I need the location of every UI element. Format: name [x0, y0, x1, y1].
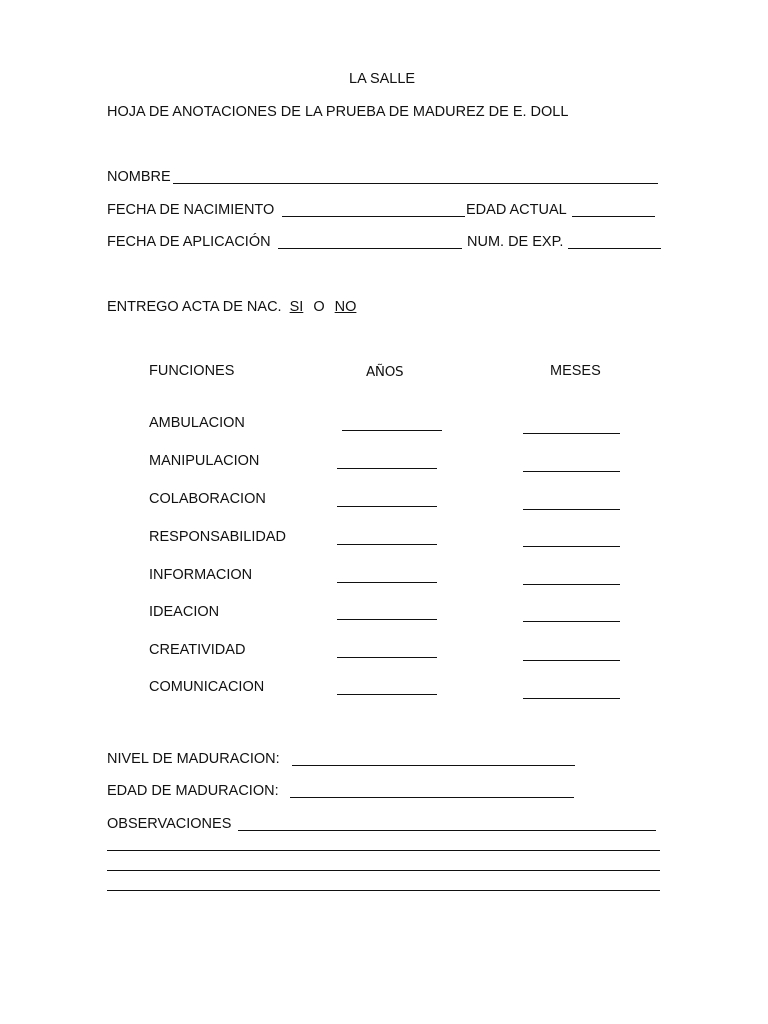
anos-field[interactable] — [337, 694, 437, 695]
meses-field[interactable] — [523, 660, 620, 661]
anos-field[interactable] — [337, 506, 437, 507]
observaciones-line[interactable] — [107, 890, 660, 891]
funcion-row-label: COLABORACION — [149, 491, 266, 507]
edad-actual-field[interactable] — [572, 216, 655, 217]
meses-field[interactable] — [523, 698, 620, 699]
anos-field[interactable] — [337, 544, 437, 545]
observaciones-line[interactable] — [107, 850, 660, 851]
anos-field[interactable] — [337, 619, 437, 620]
observaciones-label: OBSERVACIONES — [107, 816, 232, 832]
nivel-maduracion-label: NIVEL DE MADURACION: — [107, 751, 280, 767]
meses-field[interactable] — [523, 584, 620, 585]
funcion-row-label: INFORMACION — [149, 567, 253, 583]
anos-field[interactable] — [337, 468, 437, 469]
funcion-row-label: IDEACION — [149, 604, 220, 620]
edad-maduracion-label: EDAD DE MADURACION: — [107, 783, 279, 799]
meses-field[interactable] — [523, 546, 620, 547]
funcion-row-label: AMBULACION — [149, 415, 245, 431]
funcion-row-label: CREATIVIDAD — [149, 642, 246, 658]
nombre-label: NOMBRE — [107, 169, 171, 185]
fecha-aplicacion-label: FECHA DE APLICACIÓN — [107, 234, 271, 250]
acta-no-option[interactable]: NO — [334, 299, 357, 315]
meses-field[interactable] — [523, 621, 620, 622]
header-meses: MESES — [550, 363, 601, 379]
nombre-field[interactable] — [173, 183, 658, 184]
funcion-row-label: COMUNICACION — [149, 679, 265, 695]
acta-o-text: O — [313, 299, 325, 315]
funcion-row-label: RESPONSABILIDAD — [149, 529, 286, 545]
meses-field[interactable] — [523, 433, 620, 434]
acta-label: ENTREGO ACTA DE NAC. — [107, 299, 282, 315]
fecha-nacimiento-field[interactable] — [282, 216, 465, 217]
header-anos: AÑOS — [366, 364, 404, 380]
fecha-nacimiento-label: FECHA DE NACIMIENTO — [107, 202, 275, 218]
edad-maduracion-field[interactable] — [290, 797, 574, 798]
nivel-maduracion-field[interactable] — [292, 765, 575, 766]
acta-si-option[interactable]: SI — [289, 299, 304, 315]
meses-field[interactable] — [523, 471, 620, 472]
anos-field[interactable] — [342, 430, 442, 431]
form-title: HOJA DE ANOTACIONES DE LA PRUEBA DE MADUREZ DE E. DOLL — [107, 104, 569, 120]
num-exp-label: NUM. DE EXP. — [467, 234, 564, 250]
anos-field[interactable] — [337, 582, 437, 583]
acta-row — [107, 298, 356, 316]
edad-actual-label: EDAD ACTUAL — [466, 202, 567, 218]
num-exp-field[interactable] — [568, 248, 661, 249]
institution-name: LA SALLE — [349, 71, 416, 87]
observaciones-line[interactable] — [107, 870, 660, 871]
meses-field[interactable] — [523, 509, 620, 510]
header-funciones: FUNCIONES — [149, 363, 235, 379]
anos-field[interactable] — [337, 657, 437, 658]
fecha-aplicacion-field[interactable] — [278, 248, 462, 249]
funcion-row-label: MANIPULACION — [149, 453, 260, 469]
observaciones-field[interactable] — [238, 830, 656, 831]
